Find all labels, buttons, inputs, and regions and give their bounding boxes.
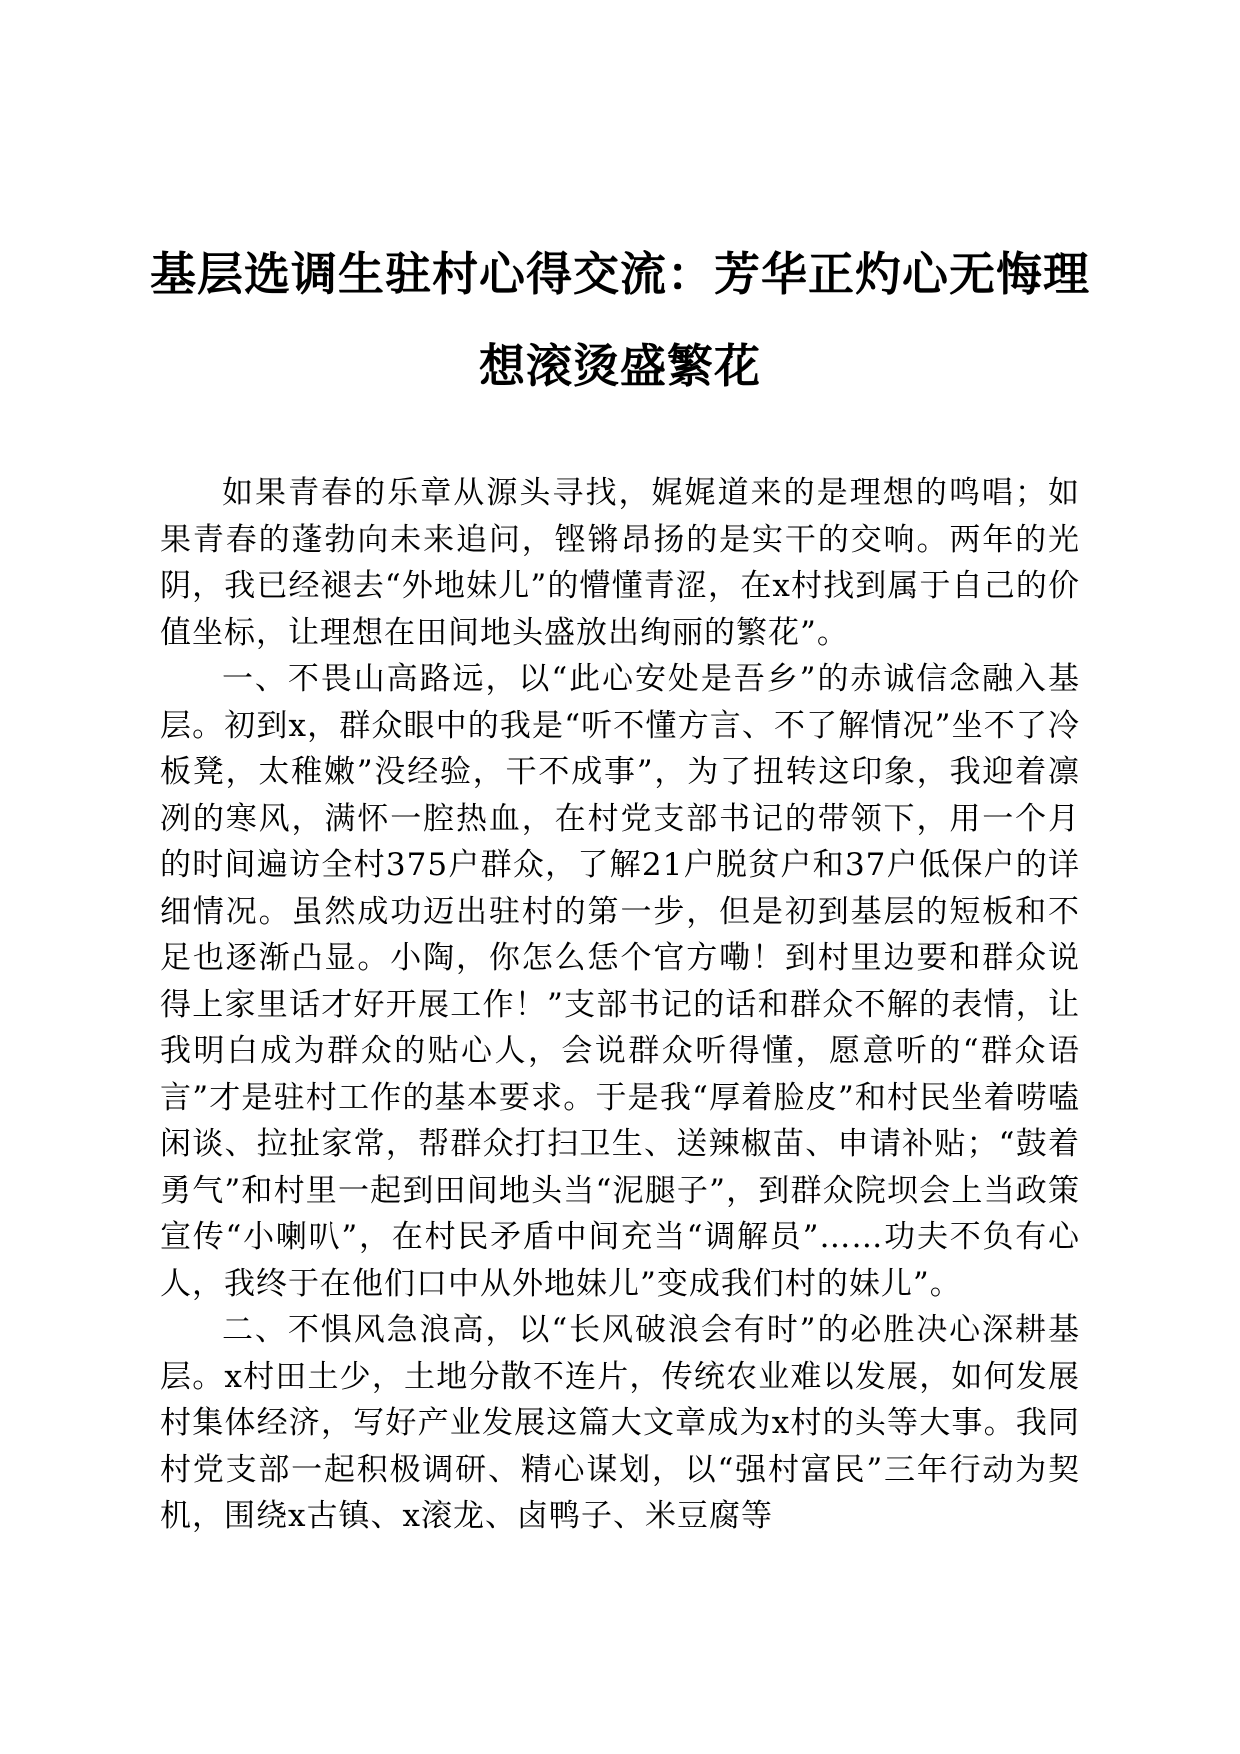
paragraph-section-1: 一、不畏山高路远，以“此心安处是吾乡”的赤诚信念融入基层。初到x，群众眼中的我是“听不懂方言、不了解情况”坐不了冷板凳，太稚嫩”没经验，干不成事”，为了扭转这印象，我迎着凛冽的寒风，满怀一腔热血，在村党支部书记的带领下，用一个月的时间遍访全村375户群众，了解21户脱贫户和37户低保户的详细情况。虽然成功迈出驻村的第一步，但是初到基层的短板和不足也逐渐凸显。小陶，你怎么恁个官方嘞！到村里边要和群众说得上家里话才好开展工作！”支部书记的话和群众不解的表情，让我明白成为群众的贴心人，会说群众听得懂，愿意听的“群众语言”才是驻村工作的基本要求。于是我“厚着脸皮”和村民坐着唠嗑闲谈、拉扯家常，帮群众打扫卫生、送辣椒苗、申请补贴；“鼓着勇气”和村里一起到田间地头当“泥腿子”，到群众院坝会上当政策宣传“小喇叭”，在村民矛盾中间充当“调解员”……功夫不负有心人，我终于在他们口中从外地妹儿”变成我们村的妹儿”。 [160,661,1080,1302]
title-line-1: 基层选调生驻村心得交流：芳华正灼心无悔理 [150,247,1090,301]
title-line-2: 想滚烫盛繁花 [479,339,761,393]
paragraph-intro: 如果青春的乐章从源头寻找，娓娓道来的是理想的鸣唱；如果青春的蓬勃向未来追问，铿锵昂扬的是实干的交响。两年的光阴，我已经褪去“外地妹儿”的懵懂青涩，在x村找到属于自己的价值坐标，让理想在田间地头盛放出绚丽的繁花”。 [160,475,1080,651]
document-body [160,470,1080,1540]
document-title [150,228,1090,412]
paragraph-section-2: 二、不惧风急浪高，以“长风破浪会有时”的必胜决心深耕基层。x村田土少，土地分散不连片，传统农业难以发展，如何发展村集体经济，写好产业发展这篇大文章成为x村的头等大事。我同村党支部一起积极调研、精心谋划，以“强村富民”三年行动为契机，围绕x古镇、x滚龙、卤鸭子、米豆腐等 [160,1312,1080,1534]
